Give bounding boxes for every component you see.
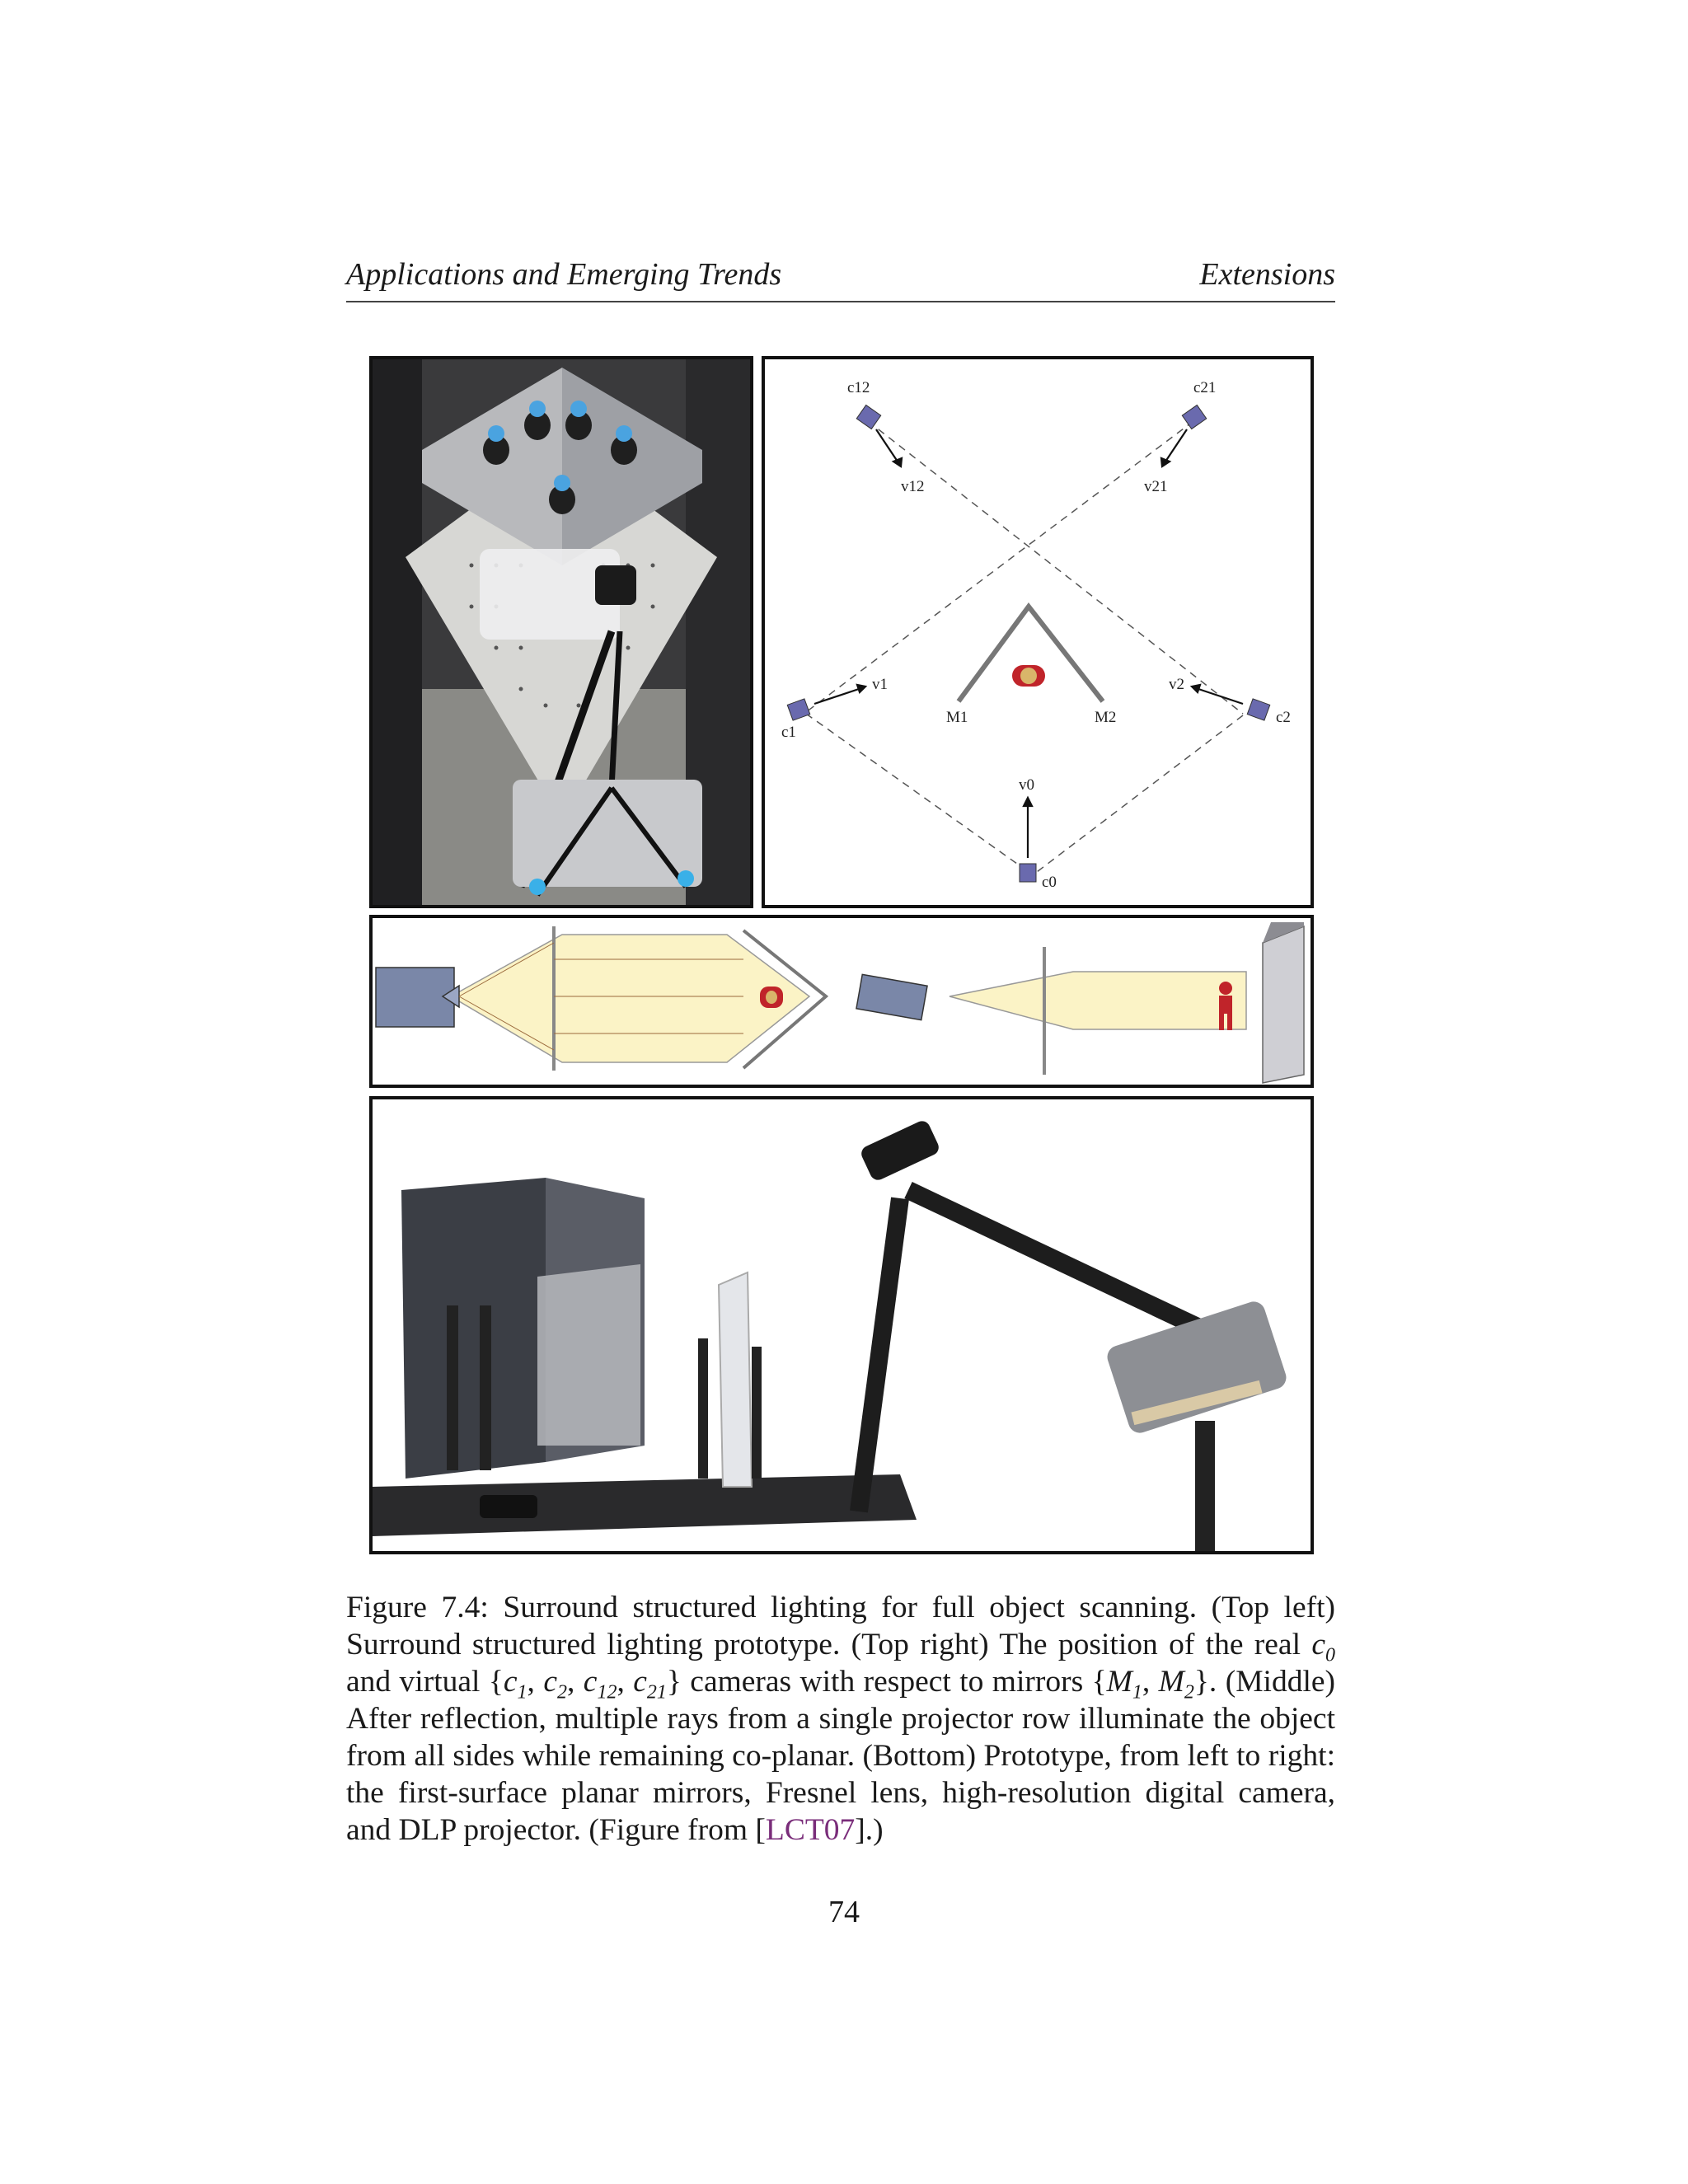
prototype-photo-top-left bbox=[369, 356, 753, 908]
math-c1: $c_1$ bbox=[503, 1665, 528, 1704]
camera-c1-icon bbox=[787, 699, 810, 720]
projector-right-icon bbox=[856, 974, 927, 1019]
running-header-title: Applications and Emerging Trends bbox=[346, 257, 782, 292]
math-c2: $c_2$ bbox=[543, 1665, 567, 1704]
arrow-v1 bbox=[857, 685, 865, 692]
label-c2: c2 bbox=[1276, 709, 1291, 726]
label-c1: c1 bbox=[781, 724, 796, 741]
camera-mirror-diagram-svg bbox=[765, 359, 1311, 905]
dashed-ray bbox=[806, 714, 1029, 872]
label-c0: c0 bbox=[1042, 874, 1057, 891]
math-c12: $c_{12}$ bbox=[583, 1665, 617, 1704]
beam-right bbox=[950, 972, 1246, 1029]
camera-c2-icon bbox=[1247, 699, 1270, 720]
prototype-photo-illustration bbox=[373, 359, 750, 905]
arrow-v0 bbox=[1024, 798, 1032, 806]
caption-text-4: }. (Middle) After reflection, multiple rays from a single projector row illuminate the object from all sides while remaining co-planar. (Bottom) Prototype, from left to right: the first-surface planar mirrors, Fresnel lens, high-resolution digital camera, and DLP projector. (Figure from bbox=[346, 1665, 1336, 1847]
label-v21: v21 bbox=[1144, 478, 1168, 495]
figure-caption: Figure 7.4: Surround structured lighting for full object scanning. (Top left) Surround structured lighting prototype. (Top right) The position of the real $c_0$ and virtual {$c_1$, $c_2$, $c_{12}$, $c_{21}$} cameras with respect to mirrors {$M_1$, $M_2$}. (Middle) After reflection, multiple rays from a single projector row illuminate the object from all sides while remaining co-planar. (Bottom) Prototype, from left to right: the first-surface planar mirrors, Fresnel lens, high-resolution digital camera, and DLP projector. (Figure from [LCT07].) bbox=[346, 1591, 1336, 1847]
math-M2: $M_2$ bbox=[1158, 1665, 1194, 1704]
prototype-bench-illustration bbox=[373, 1099, 1311, 1551]
camera-c21-icon bbox=[1182, 405, 1206, 429]
fresnel-lens bbox=[719, 1272, 752, 1487]
mirror-pair bbox=[959, 607, 1103, 701]
dashed-ray bbox=[868, 421, 1243, 714]
camera-c0-icon bbox=[1020, 864, 1036, 882]
header-rule bbox=[346, 301, 1335, 302]
planar-mirror-left bbox=[401, 1178, 546, 1479]
math-c21: $c_{21}$ bbox=[633, 1665, 667, 1704]
label-M1: M1 bbox=[946, 709, 968, 726]
math-M1: $M_1$ bbox=[1106, 1665, 1142, 1704]
camera-c12-icon bbox=[856, 405, 880, 429]
label-v2: v2 bbox=[1169, 676, 1184, 693]
ray-reflection-diagram bbox=[369, 915, 1314, 1088]
page-number: 74 bbox=[828, 1895, 860, 1929]
beam-left bbox=[451, 935, 809, 1062]
mirror-right bbox=[1263, 926, 1304, 1083]
prototype-photo-bottom bbox=[369, 1096, 1314, 1554]
label-M2: M2 bbox=[1095, 709, 1117, 726]
arrow-v21 bbox=[1161, 458, 1170, 466]
label-v12: v12 bbox=[901, 478, 925, 495]
object-core bbox=[1020, 668, 1037, 684]
dashed-ray bbox=[806, 421, 1193, 712]
caption-text-1: Figure 7.4: Surround structured lighting for full object scanning. (Top left) Surround structured lighting prototype. (Top right) The position of the real bbox=[346, 1591, 1335, 1661]
ray-reflection-diagram-svg bbox=[373, 918, 1311, 1085]
label-v1: v1 bbox=[872, 676, 888, 693]
projector-left-icon bbox=[376, 968, 454, 1027]
math-c0: $c_0$ bbox=[1311, 1628, 1335, 1666]
camera-mirror-diagram bbox=[762, 356, 1314, 908]
running-header-section: Extensions bbox=[1199, 257, 1335, 292]
label-v0: v0 bbox=[1019, 776, 1034, 794]
caption-text-3: } cameras with respect to mirrors { bbox=[666, 1665, 1107, 1699]
caption-text-2: and virtual { bbox=[346, 1665, 504, 1699]
citation-link[interactable]: LCT07 bbox=[765, 1813, 856, 1847]
arrow-v2 bbox=[1192, 685, 1200, 692]
dashed-ray bbox=[1037, 715, 1243, 872]
arrow-v12 bbox=[893, 458, 902, 466]
label-c21: c21 bbox=[1193, 379, 1217, 396]
label-c12: c12 bbox=[847, 379, 870, 396]
